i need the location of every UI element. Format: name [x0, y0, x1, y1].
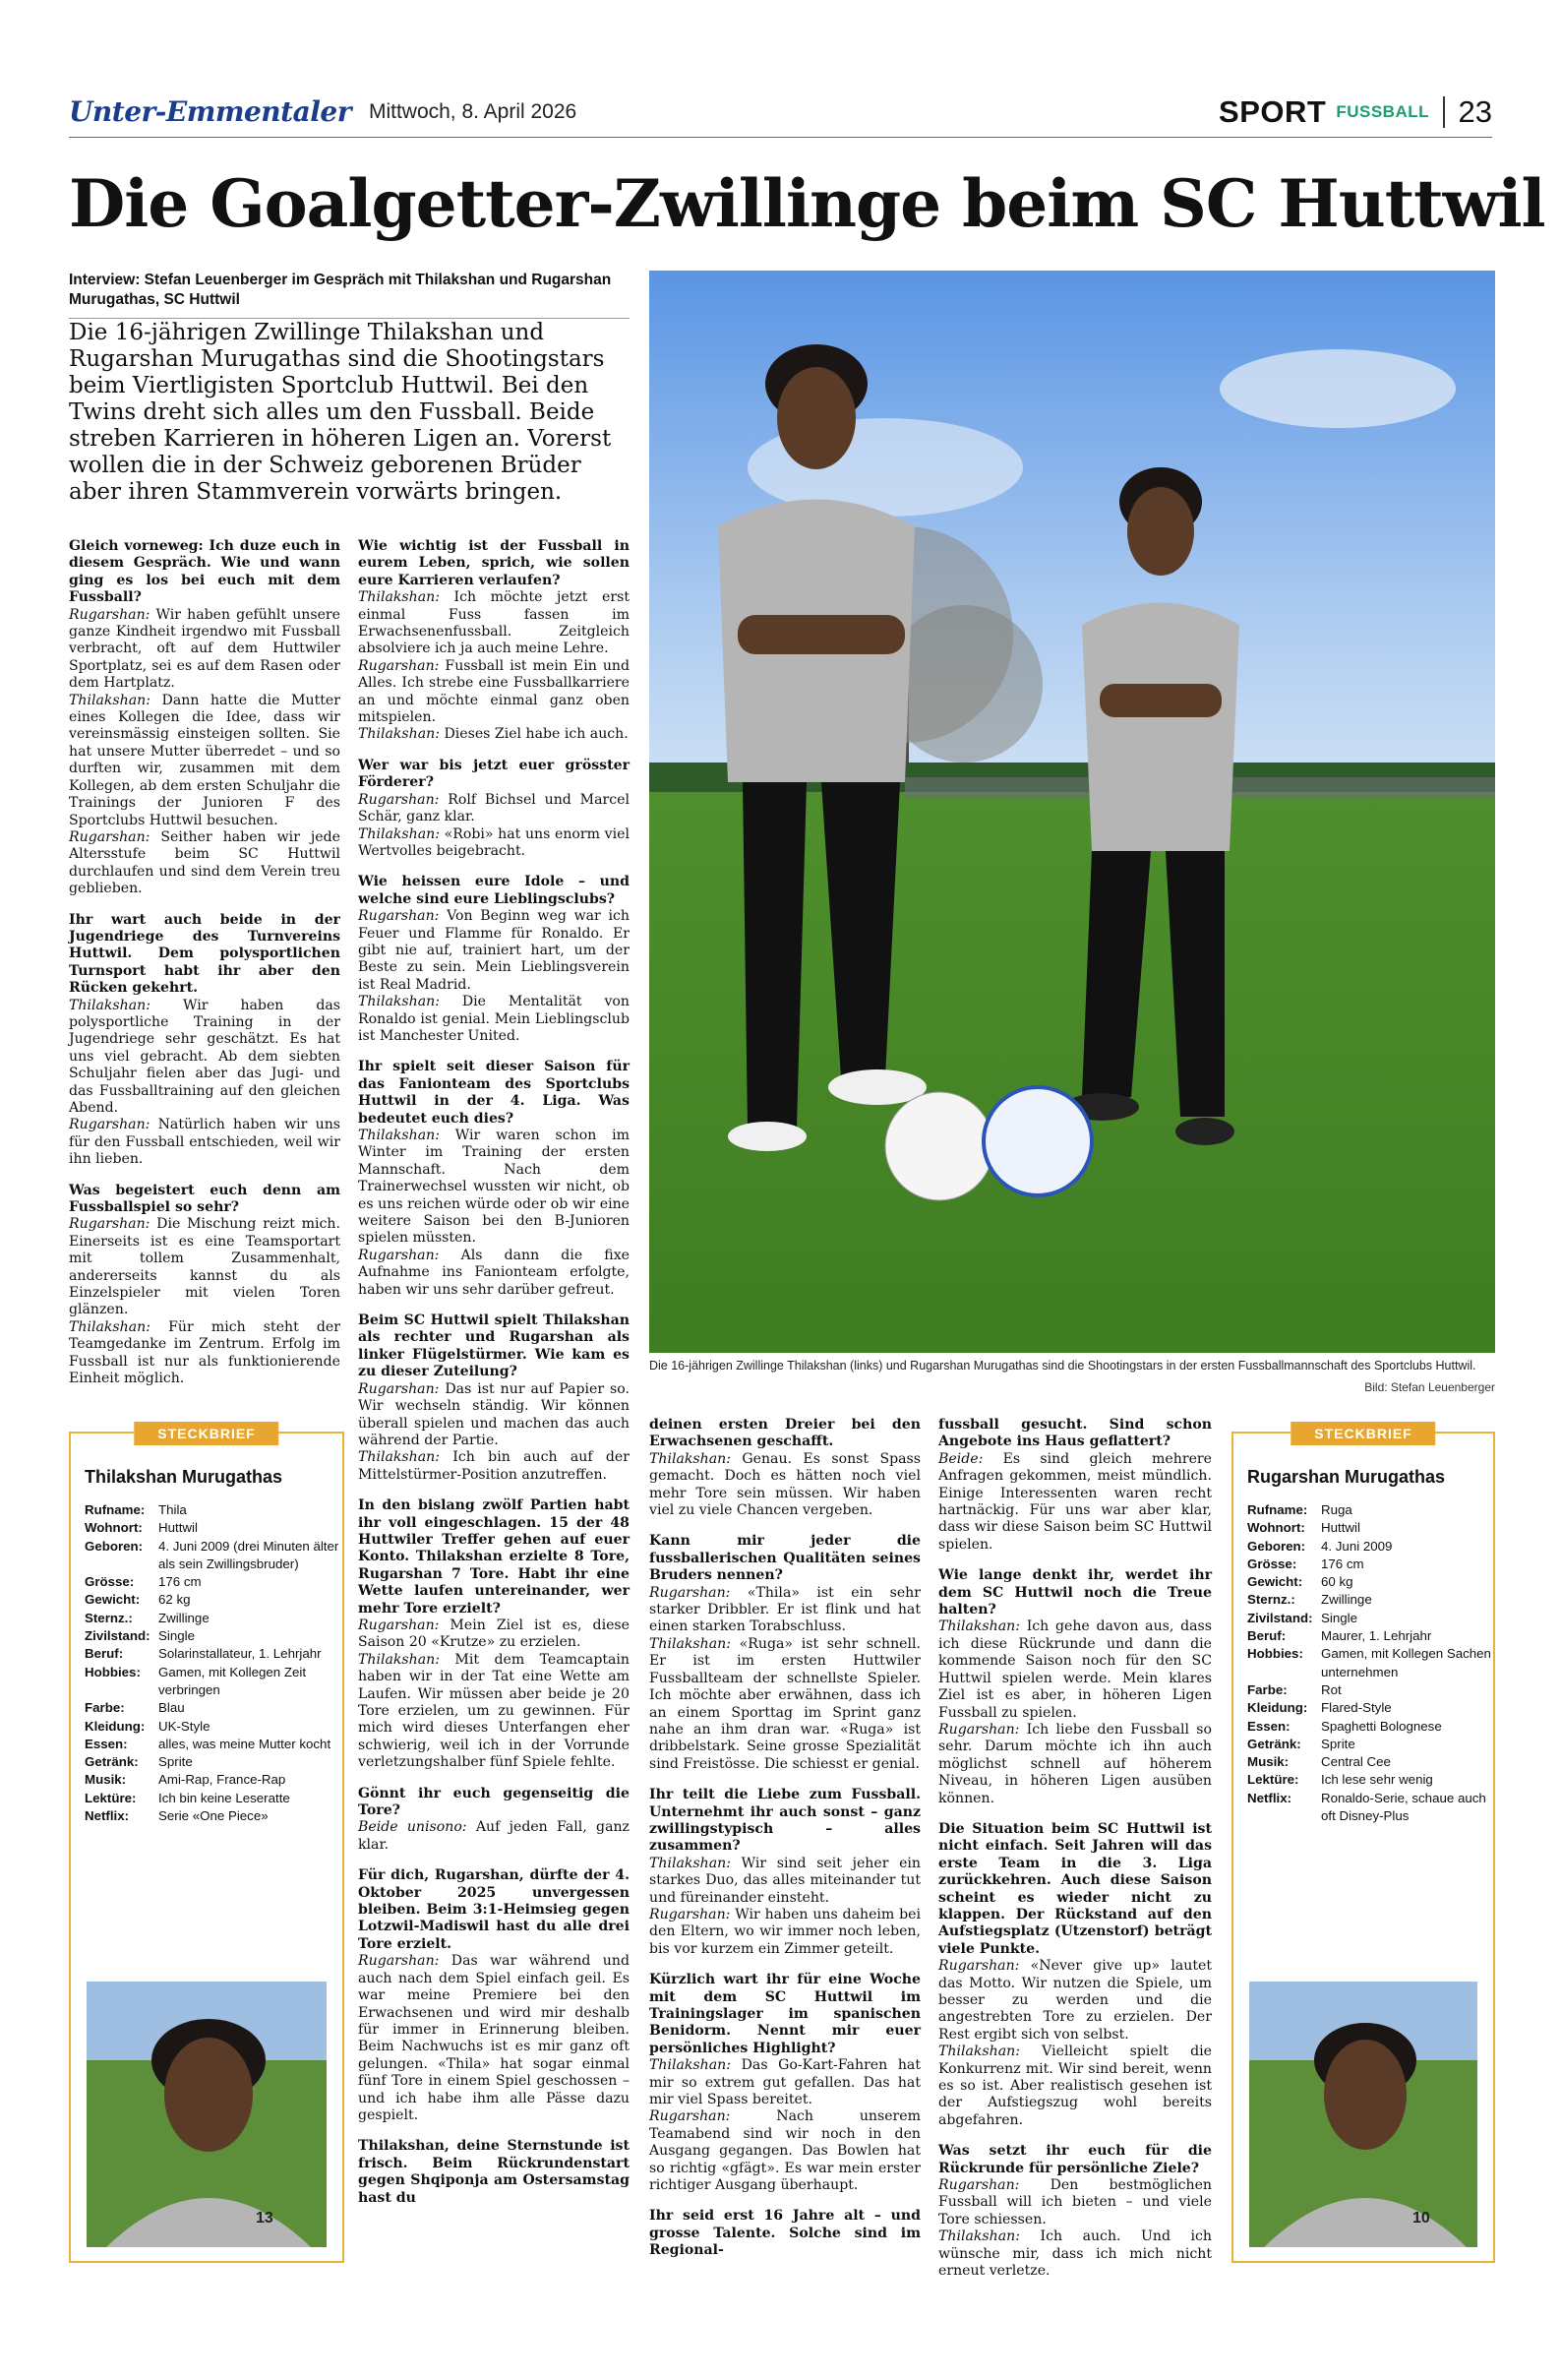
fact-value: Huttwil [1321, 1520, 1360, 1536]
fact-row [85, 1790, 342, 1807]
football-right [984, 1087, 1092, 1195]
jersey-number: 13 [256, 2210, 273, 2227]
fact-row [85, 1718, 342, 1736]
fact-value: Spaghetti Bolognese [1321, 1718, 1442, 1734]
fact-value: Huttwil [158, 1520, 198, 1536]
interview-question: In den bislang zwölf Partien habt ihr voll eingeschlagen. 15 der 48 Huttwiler Treffer gehen auf euer Konto. Thilakshan erzielte 8 Tore, Rugarshan 7 Tore. Habt ihr eine Wette laufen untereinander, wer mehr Tore erzielt? [358, 1497, 630, 1617]
twins-photo-illustration [649, 271, 1495, 1353]
paragraph-gap [358, 1299, 630, 1312]
page-header [69, 87, 1492, 138]
interview-question: Wer war bis jetzt euer grösster Förderer? [358, 757, 630, 791]
interview-answer: Thilakshan: Dann hatte die Mutter eines Kollegen die Idee, dass wir vereinsmässig einsteigen sollten. Sie hat unsere Mutter überredet – und so durften wir, zusammen mit dem Kollegen, ab dem ersten Schuljahr die Trainings der Junioren F des Sportclubs Huttwil besuchen. [69, 692, 340, 828]
fact-row [1247, 1538, 1493, 1556]
speaker-name: Rugarshan: [358, 1617, 440, 1633]
paragraph-gap [358, 1854, 630, 1867]
fact-row [1247, 1753, 1493, 1771]
interview-answer: Rugarshan: Den bestmöglichen Fussball will ich bieten – und viele Tore schiessen. [938, 2177, 1212, 2227]
fact-value: Ami-Rap, France-Rap [158, 1772, 286, 1788]
fact-label: Lektüre: [1247, 1772, 1299, 1788]
fact-label: Gewicht: [1247, 1574, 1303, 1590]
speaker-name: Thilakshan: [358, 825, 440, 842]
fact-label: Getränk: [1247, 1736, 1301, 1751]
fact-value: Solarinstallateur, 1. Lehrjahr [158, 1646, 322, 1662]
interview-answer: Thilakshan: Wir haben das polysportliche Training in der Jugendriege sehr geschätzt. Es hat uns viel gebracht. Ab dem siebten Schuljahr fielen aber das Jugi- und das Fussballtraining auf den gleichen Abend. [69, 997, 340, 1116]
fact-value: Central Cee [1321, 1754, 1391, 1770]
interview-answer: Rugarshan: Seither haben wir jede Altersstufe beim SC Huttwil durchlaufen und sind dem Verein treu geblieben. [69, 828, 340, 897]
speaker-name: Thilakshan: [69, 692, 150, 708]
fact-row [1247, 1790, 1493, 1826]
fact-row [85, 1573, 342, 1591]
fact-row [85, 1538, 342, 1574]
interview-answer: Rugarshan: Rolf Bichsel und Marcel Schär, ganz klar. [358, 791, 630, 825]
fact-row [85, 1771, 342, 1789]
interview-answer: Thilakshan: Für mich steht der Teamgedanke im Zentrum. Erfolg im Fussball ist nur als funktionierende Einheit möglich. [69, 1318, 340, 1387]
fact-value: Zwillinge [158, 1610, 210, 1625]
main-photo [649, 271, 1495, 1353]
speaker-name: Thilakshan: [358, 1128, 440, 1143]
interview-answer: Thilakshan: Genau. Es sonst Spass gemacht. Doch es hätten noch viel mehr Tore sein müssen. Wir haben viel zu viele Chancen vergeben. [649, 1450, 921, 1519]
paragraph-gap [358, 1772, 630, 1786]
paragraph-gap [649, 2194, 921, 2208]
fact-row [1247, 1556, 1493, 1573]
profile-tag: STECKBRIEF [1291, 1422, 1435, 1445]
interview-question: Beim SC Huttwil spielt Thilakshan als rechter und Rugarshan als linker Flügelstürmer. Wie kam es zu dieser Zuteilung? [358, 1312, 630, 1380]
interview-answer: Rugarshan: «Thila» ist ein sehr starker Dribbler. Er ist flink und hat einen starken Torabschluss. [649, 1584, 921, 1635]
fact-label: Farbe: [1247, 1681, 1288, 1697]
fact-value: Ich lese sehr wenig [1321, 1772, 1433, 1788]
fact-row [85, 1627, 342, 1645]
fact-label: Zivilstand: [85, 1628, 150, 1644]
speaker-name: Thilakshan: [649, 2057, 731, 2074]
interview-answer: Beide: Es sind gleich mehrere Anfragen gekommen, meist mündlich. Einige Interessenten waren recht hartnäckig. Für uns war aber klar, dass wir diese Saison beim SC Huttwil spielen. [938, 1450, 1212, 1553]
interview-answer: Thilakshan: Wir waren schon im Winter im Training der ersten Mannschaft. Nach dem Trainerwechsel wussten wir nicht, ob es uns reichen würde oder ob wir eine weitere Saison bei den B-Junioren spielen müssten. [358, 1128, 630, 1247]
portrait-illustration [87, 1982, 327, 2247]
photo-caption: Die 16-jährigen Zwillinge Thilakshan (links) und Rugarshan Murugathas sind die Shootingstars in der ersten Fussballmannschaft des Sportclubs Huttwil. [649, 1359, 1476, 1373]
portrait-thilakshan [87, 1982, 327, 2247]
fact-label: Netflix: [85, 1808, 130, 1824]
fact-value: Rot [1321, 1681, 1342, 1697]
paragraph-gap [649, 1773, 921, 1787]
fact-row [1247, 1610, 1493, 1627]
fact-value: 176 cm [1321, 1556, 1364, 1571]
speaker-name: Rugarshan: [358, 908, 440, 925]
text-column-3 [649, 1417, 921, 2260]
interview-answer: Rugarshan: Wir haben gefühlt unsere ganze Kindheit irgendwo mit Fussball verbracht, oft auf dem Huttwiler Sportplatz, sei es auf dem Rasen oder dem Hartplatz. [69, 606, 340, 692]
fact-label: Kleidung: [85, 1718, 146, 1734]
speaker-name: Thilakshan: [938, 2044, 1020, 2060]
fact-row [85, 1753, 342, 1771]
interview-question: Wie heissen eure Idole – und welche sind eure Lieblingsclubs? [358, 874, 630, 907]
fact-label: Kleidung: [1247, 1700, 1308, 1716]
paragraph-gap [938, 1807, 1212, 1821]
fact-value: 176 cm [158, 1574, 202, 1590]
fact-label: Farbe: [85, 1700, 125, 1716]
fact-value: Maurer, 1. Lehrjahr [1321, 1628, 1432, 1644]
interview-question: Ihr wart auch beide in der Jugendriege des Turnvereins Huttwil. Dem polysportlichen Turnsport habt ihr aber den Rücken gekehrt. [69, 911, 340, 997]
interview-question: Ihr teilt die Liebe zum Fussball. Unternehmt ihr auch sonst – ganz zwillingstypisch – alles zusammen? [649, 1787, 921, 1855]
fact-row [1247, 1681, 1493, 1699]
fact-row [1247, 1645, 1493, 1681]
speaker-name: Rugarshan: [69, 1117, 150, 1133]
fact-label: Getränk: [85, 1754, 139, 1770]
header-divider [1443, 96, 1445, 128]
speaker-name: Rugarshan: [649, 1584, 731, 1601]
fact-row [1247, 1501, 1493, 1519]
interview-answer: Rugarshan: Das war während und auch nach dem Spiel einfach geil. Es war meine Premiere bei den Erwachsenen und wird mir deshalb für immer in Erinnerung bleiben. Beim Nachwuchs ist es mir ganz oft gelungen. «Thila» hat sogar einmal fünf Tore in einem Spiel geschossen – und ich habe ihm alle Pässe dazu gespielt. [358, 1953, 630, 2123]
speaker-name: Rugarshan: [358, 1247, 440, 1263]
interview-answer: Rugarshan: Natürlich haben wir uns für den Fussball entschieden, weil wir ihn lieben. [69, 1117, 340, 1168]
fact-row [1247, 1736, 1493, 1753]
fact-value: Flared-Style [1321, 1700, 1392, 1716]
portrait-illustration [1249, 1982, 1477, 2247]
fact-row [1247, 1573, 1493, 1591]
fact-value: Serie «One Piece» [158, 1808, 269, 1824]
interview-answer: Beide unisono: Auf jeden Fall, ganz klar. [358, 1819, 630, 1853]
fact-row [85, 1610, 342, 1627]
fact-label: Grösse: [1247, 1556, 1297, 1571]
fact-label: Musik: [85, 1772, 127, 1788]
interview-question: Kürzlich wart ihr für eine Woche mit dem SC Huttwil im Trainingslager im spanischen Benidorm. Nennt mir euer persönliches Highlight? [649, 1972, 921, 2056]
interview-question: fussball gesucht. Sind schon Angebote ins Haus geflattert? [938, 1417, 1212, 1450]
interview-answer: Rugarshan: Als dann die fixe Aufnahme ins Fanionteam erfolgte, haben wir uns sehr darüber gefreut. [358, 1247, 630, 1298]
newspaper-logo[interactable]: Unter-Emmentaler [69, 95, 351, 128]
paragraph-gap [649, 1958, 921, 1972]
speaker-name: Thilakshan: [938, 1618, 1020, 1635]
interview-answer: Rugarshan: Mein Ziel ist es, diese Saison 20 «Krutze» zu erzielen. [358, 1617, 630, 1651]
fact-value: 62 kg [158, 1592, 191, 1608]
fact-value: Gamen, mit Kollegen Zeit verbringen [158, 1664, 307, 1697]
fact-label: Essen: [85, 1736, 128, 1751]
fact-value: Sprite [158, 1754, 193, 1770]
fact-label: Lektüre: [85, 1790, 137, 1805]
speaker-name: Beide unisono: [358, 1819, 467, 1836]
speaker-name: Rugarshan: [649, 2108, 731, 2125]
interview-answer: Thilakshan: Ich bin auch auf der Mittelstürmer-Position anzutreffen. [358, 1449, 630, 1483]
fact-label: Hobbies: [1247, 1646, 1303, 1662]
fact-label: Musik: [1247, 1754, 1290, 1770]
profile-name: Thilakshan Murugathas [85, 1467, 283, 1487]
interview-question: Gönnt ihr euch gegenseitig die Tore? [358, 1785, 630, 1819]
fact-label: Geboren: [1247, 1538, 1306, 1554]
fact-label: Wohnort: [85, 1520, 143, 1536]
fact-label: Rufname: [1247, 1502, 1308, 1517]
speaker-name: Thilakshan: [938, 2228, 1020, 2245]
speaker-name: Thilakshan: [358, 1449, 440, 1466]
speaker-name: Rugarshan: [358, 1380, 440, 1397]
interview-question: Wie wichtig ist der Fussball in eurem Leben, sprich, wie sollen eure Karrieren verlaufen? [358, 538, 630, 588]
article-lead: Die 16-jährigen Zwillinge Thilakshan und Rugarshan Murugathas sind die Shootingstars beim Viertligisten Sportclub Huttwil. Bei den Twins dreht sich alles um den Fussball. Beide streben Karrieren in höheren Ligen an. Vorerst wollen die in der Schweiz geborenen Brüder aber ihren Stammverein vorwärts bringen. [69, 320, 612, 505]
paragraph-gap [358, 1484, 630, 1497]
profile-facts [1247, 1501, 1493, 1825]
fact-row [1247, 1699, 1493, 1717]
interview-answer: Thilakshan: Dieses Ziel habe ich auch. [358, 726, 629, 743]
fact-label: Sternz.: [85, 1610, 133, 1625]
speaker-name: Rugarshan: [358, 1953, 440, 1970]
article-title: Die Goalgetter-Zwillinge beim SC Huttwil [69, 165, 1545, 242]
fact-label: Essen: [1247, 1718, 1291, 1734]
speaker-name: Thilakshan: [69, 1318, 150, 1335]
interview-question: Für dich, Rugarshan, dürfte der 4. Oktober 2025 unvergessen bleiben. Beim 3:1-Heimsieg gegen Lotzwil-Madiswil hast du alle drei Tore erzielt. [358, 1867, 630, 1952]
speaker-name: Rugarshan: [69, 606, 150, 623]
interview-answer: Thilakshan: Das Go-Kart-Fahren hat mir so extrem gut gefallen. Das hat mir viel Spass bereitet. [649, 2057, 921, 2108]
fact-row [1247, 1718, 1493, 1736]
interview-question: Die Situation beim SC Huttwil ist nicht einfach. Seit Jahren will das erste Team in die 3. Liga zurückkehren. Auch diese Saison scheint es wieder nicht zu klappen. Der Rückstand auf den Aufstiegsplatz (Utzenstorf) beträgt viele Punkte. [938, 1820, 1212, 1957]
speaker-name: Rugarshan: [938, 1958, 1020, 1975]
paragraph-gap [69, 898, 340, 912]
fact-row [85, 1736, 342, 1753]
paragraph-gap [358, 2124, 630, 2138]
profile-facts [85, 1501, 342, 1825]
fact-label: Gewicht: [85, 1592, 141, 1608]
interview-answer: Rugarshan: «Never give up» lautet das Motto. Wir nutzen die Spiele, um besser zu werden und die angestrebten Tore zu erzielen. Der Rest ergibt sich von selbst. [938, 1958, 1212, 2043]
interview-answer: Thilakshan: Die Mentalität von Ronaldo ist genial. Mein Lieblingsclub ist Manchester United. [358, 994, 630, 1044]
interview-answer: Rugarshan: Die Mischung reizt mich. Einerseits ist es eine Teamsportart mit tollem Zusammenhalt, andererseits kannst du als Einzelspieler mit vielen Toren glänzen. [69, 1216, 340, 1318]
interview-question: Gleich vorneweg: Ich duze euch in diesem Gespräch. Wie und wann ging es los bei euch mit dem Fussball? [69, 538, 340, 606]
fact-value: Single [1321, 1610, 1357, 1625]
speaker-name: Rugarshan: [358, 657, 440, 674]
speaker-name: Rugarshan: [358, 791, 440, 808]
fact-value: 60 kg [1321, 1574, 1353, 1590]
fact-value: Single [158, 1628, 195, 1644]
interview-answer: Thilakshan: Ich auch. Und ich wünsche mir, dass ich mich nicht erneut verletze. [938, 2228, 1212, 2280]
fact-value: Zwillinge [1321, 1592, 1372, 1608]
profile-tag: STECKBRIEF [134, 1422, 278, 1445]
paragraph-gap [358, 744, 630, 758]
interview-answer: Rugarshan: Ich liebe den Fussball so sehr. Darum möchte ich ihn auch möglichst schnell auf höherem Niveau, in höheren Ligen ausüben können. [938, 1721, 1212, 1806]
speaker-name: Thilakshan: [358, 1651, 440, 1668]
paragraph-gap [69, 1169, 340, 1183]
fact-value: Gamen, mit Kollegen Sachen unternehmen [1321, 1646, 1491, 1679]
paragraph-gap [358, 860, 630, 874]
subsection-name: FUSSBALL [1336, 101, 1430, 121]
fact-row [1247, 1627, 1493, 1645]
fact-value: Blau [158, 1700, 185, 1716]
interview-answer: Thilakshan: «Robi» hat uns enorm viel Wertvolles beigebracht. [358, 825, 630, 859]
fact-value: 4. Juni 2009 (drei Minuten älter als sein Zwillingsbruder) [158, 1538, 339, 1571]
paragraph-gap [938, 2129, 1212, 2143]
interview-answer: Rugarshan: Nach unserem Teamabend sind wir noch in den Ausgang gegangen. Das Bowlen hat so richtig «gfägt». Es war mein erster richtiger Ausgang überhaupt. [649, 2108, 921, 2194]
interview-answer: Thilakshan: Vielleicht spielt die Konkurrenz mit. Wir sind bereit, wenn es so ist. Aber realistisch gesehen ist der Aufstiegszug wohl bereits abgefahren. [938, 2044, 1212, 2128]
interview-answer: Thilakshan: Ich möchte jetzt erst einmal Fuss fassen im Erwachsenenfussball. Zeitgleich absolviere ich ja auch meine Lehre. [358, 589, 630, 657]
fact-row [85, 1699, 342, 1717]
portrait-rugarshan [1249, 1982, 1477, 2247]
interview-answer: Rugarshan: Fussball ist mein Ein und Alles. Ich strebe eine Fussballkarriere an und möchte einmal ganz oben mitspielen. [358, 657, 630, 726]
speaker-name: Thilakshan: [649, 1635, 731, 1652]
interview-question: Was setzt ihr euch für die Rückrunde für persönliche Ziele? [938, 2143, 1212, 2176]
jersey-number: 10 [1412, 2210, 1430, 2227]
speaker-name: Rugarshan: [938, 2177, 1020, 2194]
speaker-name: Thilakshan: [69, 997, 150, 1013]
fact-row [85, 1807, 342, 1825]
section-name: SPORT [1219, 93, 1327, 129]
fact-row [1247, 1519, 1493, 1537]
fact-value: Thila [158, 1502, 187, 1517]
fact-label: Grösse: [85, 1574, 135, 1590]
fact-row [1247, 1591, 1493, 1609]
fact-value: Ich bin keine Leseratte [158, 1790, 290, 1805]
photo-credit: Bild: Stefan Leuenberger [1364, 1380, 1495, 1394]
fact-row [85, 1519, 342, 1537]
interview-question: Ihr spielt seit dieser Saison für das Fanionteam des Sportclubs Huttwil in der 4. Liga. Was bedeutet euch dies? [358, 1059, 630, 1127]
text-column-4 [938, 1417, 1212, 2281]
fact-value: alles, was meine Mutter kocht [158, 1736, 331, 1751]
interview-question: deinen ersten Dreier bei den Erwachsenen geschafft. [649, 1417, 921, 1450]
speaker-name: Beide: [938, 1450, 984, 1467]
profile-box-thilakshan [69, 1426, 344, 2263]
interview-answer: Thilakshan: Wir sind seit jeher ein starkes Duo, das alles miteinander tut und füreinander einsteht. [649, 1855, 921, 1906]
fact-value: Ruga [1321, 1502, 1352, 1517]
profile-box-rugarshan [1231, 1426, 1495, 2263]
speaker-name: Thilakshan: [358, 994, 440, 1010]
page-number: 23 [1458, 93, 1492, 129]
fact-label: Beruf: [85, 1646, 124, 1662]
interview-question: Ihr seid erst 16 Jahre alt – und grosse Talente. Solche sind im Regional- [649, 2208, 921, 2259]
issue-date: Mittwoch, 8. April 2026 [368, 99, 577, 123]
fact-label: Rufname: [85, 1502, 146, 1517]
paragraph-gap [358, 1045, 630, 1059]
profile-name: Rugarshan Murugathas [1247, 1467, 1446, 1487]
text-column-2 [358, 538, 630, 2207]
interview-question: Thilakshan, deine Sternstunde ist frisch. Beim Rückrundenstart gegen Shqiponja am Ostersamstag hast du [358, 2138, 630, 2206]
interview-question: Was begeistert euch denn am Fussballspiel so sehr? [69, 1182, 340, 1216]
fact-label: Hobbies: [85, 1664, 141, 1679]
interview-answer: Rugarshan: Von Beginn weg war ich Feuer und Flamme für Ronaldo. Er gibt nie auf, trainiert hart, um der Beste zu sein. Mein Lieblingsverein ist Real Madrid. [358, 908, 630, 993]
speaker-name: Rugarshan: [649, 1906, 731, 1922]
speaker-name: Thilakshan: [358, 589, 440, 606]
fact-label: Zivilstand: [1247, 1610, 1313, 1625]
text-column-1 [69, 538, 340, 1388]
speaker-name: Thilakshan: [649, 1450, 731, 1467]
fact-row [85, 1501, 342, 1519]
speaker-name: Rugarshan: [69, 1216, 150, 1233]
fact-row [85, 1645, 342, 1663]
interview-question: Kann mir jeder die fussballerischen Qualitäten seines Bruders nennen? [649, 1533, 921, 1584]
speaker-name: Thilakshan: [358, 726, 440, 743]
interview-answer: Rugarshan: Wir haben uns daheim bei den Eltern, wo wir immer noch leben, bis vor kurzem ein Zimmer geteilt. [649, 1906, 921, 1957]
speaker-name: Thilakshan: [649, 1855, 731, 1871]
fact-row [85, 1664, 342, 1700]
interview-question: Wie lange denkt ihr, werdet ihr dem SC Huttwil noch die Treue halten? [938, 1567, 1212, 1618]
interview-answer: Thilakshan: «Ruga» ist sehr schnell. Er ist im ersten Huttwiler Fussballteam der schnellste Spieler. Ich möchte aber erwähnen, dass ich an einem Sporttag im Sprint ganz nahe an ihm dran war. «Ruga» ist dribbelstark. Seine grosse Spezialität sind Freistösse. Die schiesst er genial. [649, 1635, 921, 1772]
fact-label: Wohnort: [1247, 1520, 1305, 1536]
fact-value: Ronaldo-Serie, schaue auch oft Disney-Plus [1321, 1790, 1486, 1824]
football-left [885, 1092, 993, 1200]
fact-value: UK-Style [158, 1718, 210, 1734]
speaker-name: Rugarshan: [938, 1721, 1020, 1738]
interview-answer: Thilakshan: Mit dem Teamcaptain haben wir in der Tat eine Wette am Laufen. Wir müssen aber beide je 20 Tore erzielen, um zu gewinnen. Für mich wird dieses Unterfangen eher schwierig, weil ich in der Vorrunde verletzungshalber fünf Spiele fehlte. [358, 1651, 630, 1771]
byline: Interview: Stefan Leuenberger im Gespräch mit Thilakshan und Rugarshan Murugathas, SC Huttwil [69, 271, 630, 319]
fact-row [1247, 1771, 1493, 1789]
interview-answer: Rugarshan: Das ist nur auf Papier so. Wir wechseln ständig. Wir können überall spielen und machen das auch während der Partie. [358, 1380, 630, 1448]
fact-value: Sprite [1321, 1736, 1355, 1751]
fact-row [85, 1591, 342, 1609]
fact-label: Sternz.: [1247, 1592, 1295, 1608]
paragraph-gap [938, 1554, 1212, 1567]
interview-answer: Thilakshan: Ich gehe davon aus, dass ich diese Rückrunde und dann die kommende Saison noch für den SC Huttwil spielen werde. Mein klares Ziel ist es aber, in höheren Ligen Fussball zu spielen. [938, 1618, 1212, 1721]
speaker-name: Rugarshan: [69, 828, 150, 845]
paragraph-gap [649, 1519, 921, 1533]
section-label [1219, 94, 1492, 130]
fact-label: Beruf: [1247, 1628, 1287, 1644]
fact-label: Netflix: [1247, 1790, 1292, 1805]
fact-value: 4. Juni 2009 [1321, 1538, 1393, 1554]
fact-label: Geboren: [85, 1538, 144, 1554]
